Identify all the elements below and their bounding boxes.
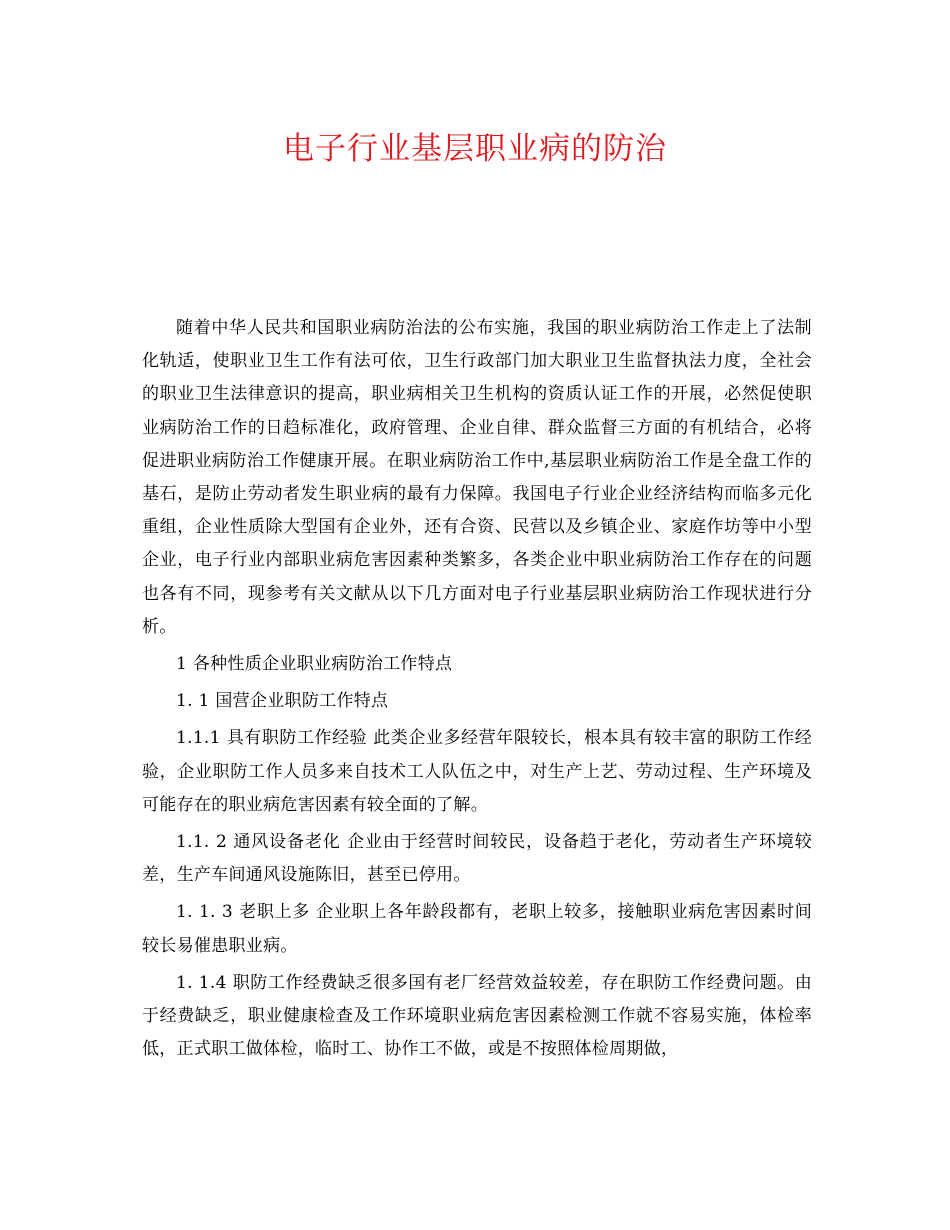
item-paragraph: 1.1.1 具有职防工作经验 此类企业多经营年限较长，根本具有较丰富的职防工作经验，企业职防工作人员多来自技术工人队伍之中，对生产上艺、劳动过程、生产环境及可能存在的职业病危害因素有较全面的了解。 (142, 728, 812, 815)
intro-paragraph: 随着中华人民共和国职业病防治法的公布实施，我国的职业病防治工作走上了法制化轨适，使职业卫生工作有法可依，卫生行政部门加大职业卫生监督执法力度，全社会的职业卫生法律意识的提高，职业病相关卫生机构的资质认证工作的开展，必然促使职业病防治工作的日趋标准化，政府管理、企业自律、群众监督三方面的有机结合，必将促进职业病防治工作健康开展。在职业病防治工作中,基层职业病防治工作是全盘工作的基石，是防止劳动者发生职业病的最有力保障。我国电子行业企业经济结构而临多元化重组，企业性质除大型国有企业外，还有合资、民营以及乡镇企业、家庭作坊等中小型企业，电子行业内部职业病危害因素种类繁多，各类企业中职业病防治工作存在的问题也各有不同，现参考有关文献从以下几方面对电子行业基层职业病防治工作现状进行分析。 (142, 318, 812, 637)
item-paragraph: 1. 1. 3 老职上多 企业职上各年龄段都有，老职上较多，接触职业病危害因素时间较长易催患职业病。 (142, 902, 812, 956)
item-paragraph: 1.1. 2 通风设备老化 企业由于经营时间较民，设备趋于老化，劳动者生产环境较差，生产车间通风设施陈旧，甚至已停用。 (142, 832, 812, 886)
section-heading: 1 各种性质企业职业病防治工作特点 (176, 654, 453, 675)
item-paragraph: 1. 1.4 职防工作经费缺乏很多国有老厂经营效益较差，存在职防工作经费问题。由于经费缺乏，职业健康检查及工作环境职业病危害因素检测工作就不容易实施，体检率低，正式职工做体检，临时工、协作工不做，或是不按照体检周期做， (142, 972, 812, 1060)
document-body (142, 312, 812, 1066)
subsection-heading: 1. 1 国营企业职防工作特点 (176, 691, 389, 712)
document-title: 电子行业基层职业病的防治 (283, 131, 667, 167)
